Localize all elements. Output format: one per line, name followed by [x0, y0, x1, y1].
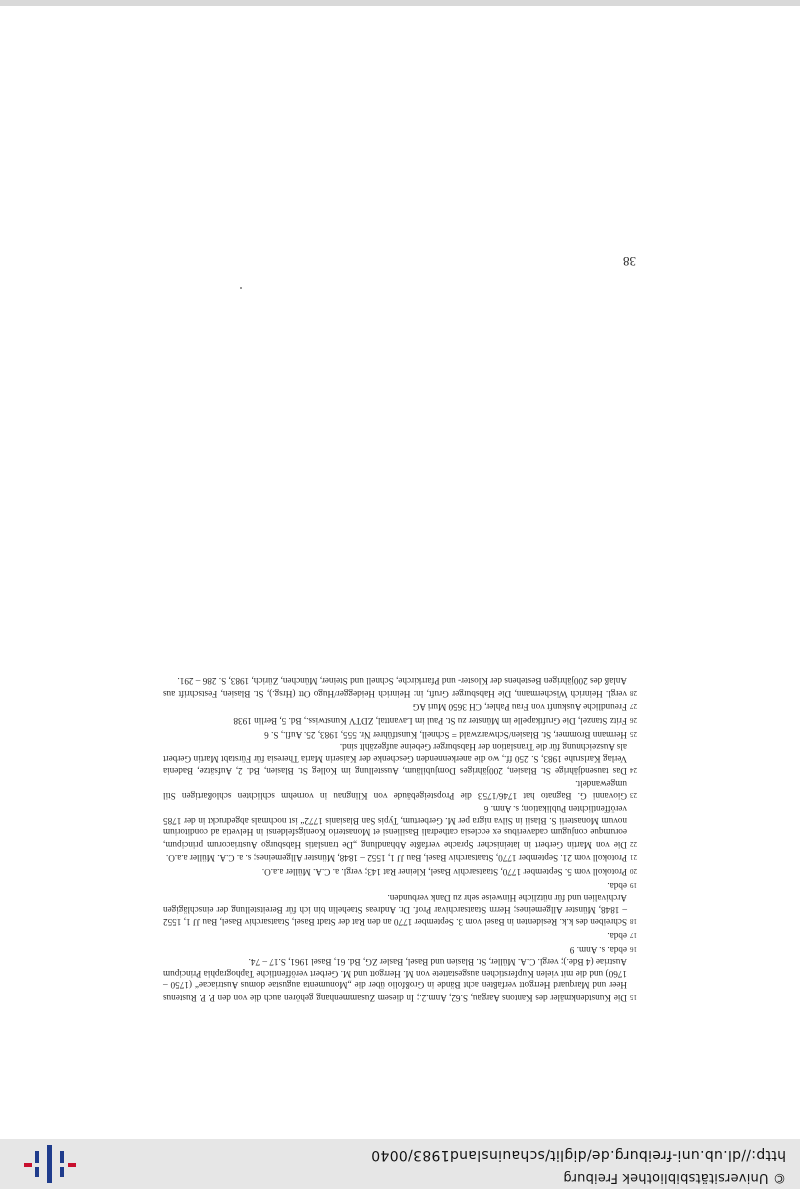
footnote-text: Die Kunstdenkmäler des Kantons Aargau, S.62, Anm.2.; In diesem Zusammenhang gehören auch die von den P. P. Rustenus Heer und Marquard Herrgott verfaßten acht Bände in Großfolio über die „Monumenta augustae domus Austriacae“ (1750 – 1760) und die mit vielen Kupferstichen ausgestattete von M. Herrgott und M. Gerbert veröffentliche Taphographia Principum Austriae (4 Bde.); vergl. C.A. Müller, St. Blasien und Basel, Basler ZG, Bd. 61, Basel 1961, S.17 – 74.: [163, 957, 627, 1003]
footnote-24: [163, 741, 637, 777]
page-number: 38: [623, 254, 636, 269]
footnote-number: 19: [630, 880, 637, 889]
footnote-text: Protokoll vom 5. September 1770, Staatsarchiv Basel, Kleiner Rat 143; vergl. a. C.A. Müller a.a.O.: [261, 867, 627, 878]
footnote-number: 26: [630, 715, 637, 724]
footnote-text: Schreiben des k.k. Residenten in Basel vom 3. September 1770 an den Rat der Stadt Basel, Staatsarchiv Basel, Bau JJ 1, 1552 – 1848, Münster Allgemeines; Herrn Staatsarchivar Prof. Dr. Andreas Staehelin bin ich für Bereitstellung der einschlägigen Archivalien und für nützliche Hinweise sehr zu Dank verbunden.: [163, 893, 627, 928]
footnote-28: [163, 675, 637, 699]
footnote-26: [163, 713, 637, 726]
header-bar: [0, 1139, 800, 1189]
ub-freiburg-logo-icon: [22, 1145, 78, 1183]
document-url[interactable]: http://dl.ub.uni-freiburg.de/diglit/schauinsland1983/0040: [370, 1147, 786, 1163]
footnote-19: [163, 878, 637, 891]
footnote-text: ebda.: [607, 931, 627, 942]
footnote-number: 18: [630, 917, 637, 926]
footnote-number: 25: [630, 729, 637, 738]
footnote-number: 20: [630, 867, 637, 876]
footnote-number: 27: [630, 702, 637, 711]
footnote-23: [163, 777, 637, 801]
footnotes-block: [163, 674, 637, 1003]
footnote-text: vergl. Heinrich Wischermann, Die Habsburger Gruft, in: Heinrich Heidegger/Hugo Ott (Hrsg.), St. Blasien, Festschrift aus Anlaß des 200jährigen Bestehens der Kloster- und Pfarrkirche, Schnell und Steiner, München, Zürich, 1983, S. 286 – 291.: [163, 676, 627, 699]
footnote-text: Giovanni G. Bagnato hat 1746/1753 die Propsteigebäude von Klingnau in vornehm schlichten schloßartigen Stil umgewandelt.: [163, 778, 627, 802]
footnote-21: [163, 851, 637, 864]
footnote-number: 17: [630, 931, 637, 940]
footnote-17: [163, 928, 637, 941]
footnote-text: Die von Martin Gerbert in lateinischer Sprache verfaßte Abhandlung „De translatis Habsburgo Austriacorum principum, eorumque conjugum cadaveribus ex ecclesia cathedrali Basiliensi et Monasterio Koenigsfeldensi in Helvetia ad conditorium novum Monasterii S. Blasii in Silva nigra per M. Gerbertum, Typis San Blasianis 1772“ ist nochmals abgedruckt in der 1785 veröffentlichten Publikation; s. Anm. 6: [163, 804, 627, 850]
footnote-text: Fritz Stanzel, Die Gruftkapelle im Münster zu St. Paul im Lavanttal, ZDTV Kunstwiss., Bd. 5, Berlin 1938: [233, 715, 627, 726]
footnote-20: [163, 864, 637, 877]
footnote-number: 22: [630, 839, 637, 848]
footnote-16: [163, 942, 637, 955]
footnote-27: [163, 700, 637, 713]
footnote-22: [163, 803, 637, 850]
footnote-text: ebda.: [607, 880, 627, 891]
footnote-number: 28: [630, 688, 637, 697]
footnote-number: 24: [630, 766, 637, 775]
footnote-number: 16: [630, 944, 637, 953]
footnote-text: Protokoll vom 21. September 1770, Staatsarchiv Basel, Bau JJ 1, 1552 – 1848, Münster Allgemeines; s. a. C.A. Müller a.a.O.: [165, 853, 627, 864]
footnote-number: 23: [630, 791, 637, 800]
footnote-25: [163, 727, 637, 740]
scan-speck: [240, 287, 242, 289]
footnote-18: [163, 892, 637, 928]
viewer-bottom-strip: [0, 0, 800, 6]
footnote-15: [163, 956, 637, 1003]
rights-label: © Universitätsbibliothek Freiburg: [563, 1170, 786, 1185]
footnote-text: Hermann Brommer, St. Blasien/Schwarzwald = Schnell, Kunstführer Nr. 555, 1983, 25. Aufl., S. 6: [264, 729, 627, 740]
footnote-text: ebda. s. Anm. 9: [569, 944, 627, 955]
footnote-text: Freundliche Auskunft von Frau Pahler, CH 3650 Muri AG: [412, 702, 627, 713]
footnote-text: Das tausendjährige St. Blasien, 200jähriges Domjubiläum, Ausstellung im Kolleg St. Blasien, Bd. 2, Aufsätze, Badenia Verlag Karlsruhe 1983, S. 250 ff., wo die anerkennenden Geschenke der Kaiserin Maria Theresia für Fürstabt Martin Gerbert als Auszeichnung für die Translation der Habsburger Gebeine aufgezählt sind.: [163, 742, 627, 777]
footnote-number: 15: [630, 993, 637, 1001]
footnote-number: 21: [630, 853, 637, 862]
